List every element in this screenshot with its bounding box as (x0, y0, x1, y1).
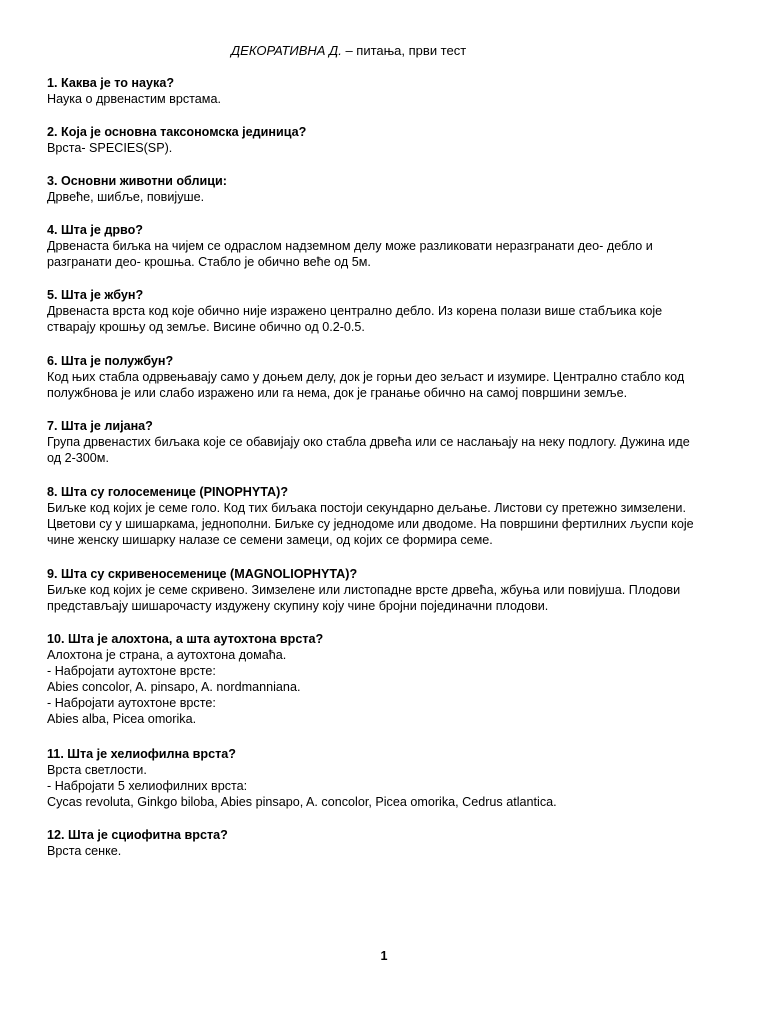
answer-line: Биљке код којих је семе голо. Код тих биљака постоји секундарно дељање. Листови су претежно зимзелени. (47, 501, 686, 515)
question-heading: 9. Шта су скривеносеменице (MAGNOLIOPHYTA)? (47, 567, 358, 581)
answer-line: Врста светлости. (47, 763, 147, 777)
answer-line: - Набројати аутохтоне врсте: (47, 696, 216, 710)
qa-item (47, 124, 722, 156)
answer-text (47, 91, 722, 107)
answer-text (47, 582, 722, 614)
answer-line: стварају крошњу од земље. Висине обично од 0.2-0.5. (47, 320, 365, 334)
question-heading: 11. Шта је хелиофилна врста? (47, 747, 236, 761)
qa-item (47, 746, 722, 810)
answer-line: Врста- SPECIES(SP). (47, 141, 173, 155)
answer-line: Цветови су у шишаркама, једнополни. Биљке су једнодоме или дводоме. На површини фертилних љуспи које (47, 517, 694, 531)
page-number: 1 (380, 949, 388, 963)
question-heading: 10. Шта је алохтона, а шта аутохтона врста? (47, 632, 324, 646)
answer-line: Биљке код којих је семе скривено. Зимзелене или листопадне врсте дрвећа, жбуња или повијуша. Плодови (47, 583, 681, 597)
answer-text (47, 500, 722, 548)
question-heading: 6. Шта је полужбун? (47, 354, 174, 368)
answer-line: Cycas revoluta, Ginkgo biloba, Abies pinsapo, A. concolor, Picea omorika, Cedrus atlantica. (47, 795, 557, 809)
answer-text (47, 189, 722, 205)
answer-line: Дрвенаста врста код које обично није изражено централно дебло. Из корена полази више стабљика које (47, 304, 663, 318)
answer-line: чине женску шишарку налазе се семени замеци, од којих се формира семе. (47, 533, 493, 547)
answer-line: Алохтона је страна, а аутохтона домаћа. (47, 648, 287, 662)
answer-text (47, 369, 722, 401)
answer-line: - Набројати аутохтоне врсте: (47, 664, 216, 678)
answer-line: Abies alba, Picea omorika. (47, 712, 197, 726)
qa-item (47, 631, 722, 727)
qa-item (47, 418, 722, 466)
answer-line: Дрвенаста биљка на чијем се одраслом надземном делу може разликовати неразгранати део- дебло и (47, 239, 653, 253)
qa-item (47, 173, 722, 205)
answer-line: полужбнова је или слабо изражено или га нема, док је гранање обично на самој површини земље. (47, 386, 628, 400)
answer-line: Група дрвенастих биљака које се обавијају око стабла дрвећа или се наслањају на неку подлогу. Дужина иде (47, 435, 690, 449)
qa-item (47, 484, 722, 548)
question-heading: 1. Каква је то наука? (47, 76, 175, 90)
answer-line: Наука о дрвенастим врстама. (47, 92, 221, 106)
question-heading: 4. Шта је дрво? (47, 223, 143, 237)
answer-line: Врста сенке. (47, 844, 122, 858)
question-heading: 7. Шта је лијана? (47, 419, 153, 433)
qa-item (47, 287, 722, 335)
title-subject: ДЕКОРАТИВНА Д. (231, 43, 342, 58)
question-heading: 2. Која је основна таксономска јединица? (47, 125, 307, 139)
qa-item (47, 353, 722, 401)
qa-item (47, 566, 722, 614)
answer-text (47, 762, 722, 810)
answer-text (47, 843, 722, 859)
answer-text (47, 238, 722, 270)
answer-line: Дрвеће, шибље, повијуше. (47, 190, 205, 204)
question-heading: 8. Шта су голосеменице (PINOPHYTA)? (47, 485, 289, 499)
answer-line: разгранати део- крошња. Стабло је обично веће од 5м. (47, 255, 371, 269)
title-suffix: – питања, први тест (341, 43, 467, 58)
answer-line: од 2-300м. (47, 451, 109, 465)
answer-text (47, 140, 722, 156)
question-heading: 12. Шта је сциофитна врста? (47, 828, 228, 842)
answer-line: Abies concolor, A. pinsapo, A. nordmanniana. (47, 680, 301, 694)
qa-item (47, 827, 722, 859)
qa-item (47, 75, 722, 107)
question-heading: 3. Основни животни облици: (47, 174, 227, 188)
question-heading: 5. Шта је жбун? (47, 288, 144, 302)
qa-item (47, 222, 722, 270)
answer-line: представљају шишарочасту издужену скупину коју чине бројни појединачни плодови. (47, 599, 549, 613)
answer-text (47, 303, 722, 335)
answer-text (47, 647, 722, 727)
answer-line: - Набројати 5 хелиофилних врста: (47, 779, 248, 793)
answer-text (47, 434, 722, 466)
answer-line: Код њих стабла одрвењавају само у доњем делу, док је горњи део зељаст и изумире. Централно стабло код (47, 370, 685, 384)
